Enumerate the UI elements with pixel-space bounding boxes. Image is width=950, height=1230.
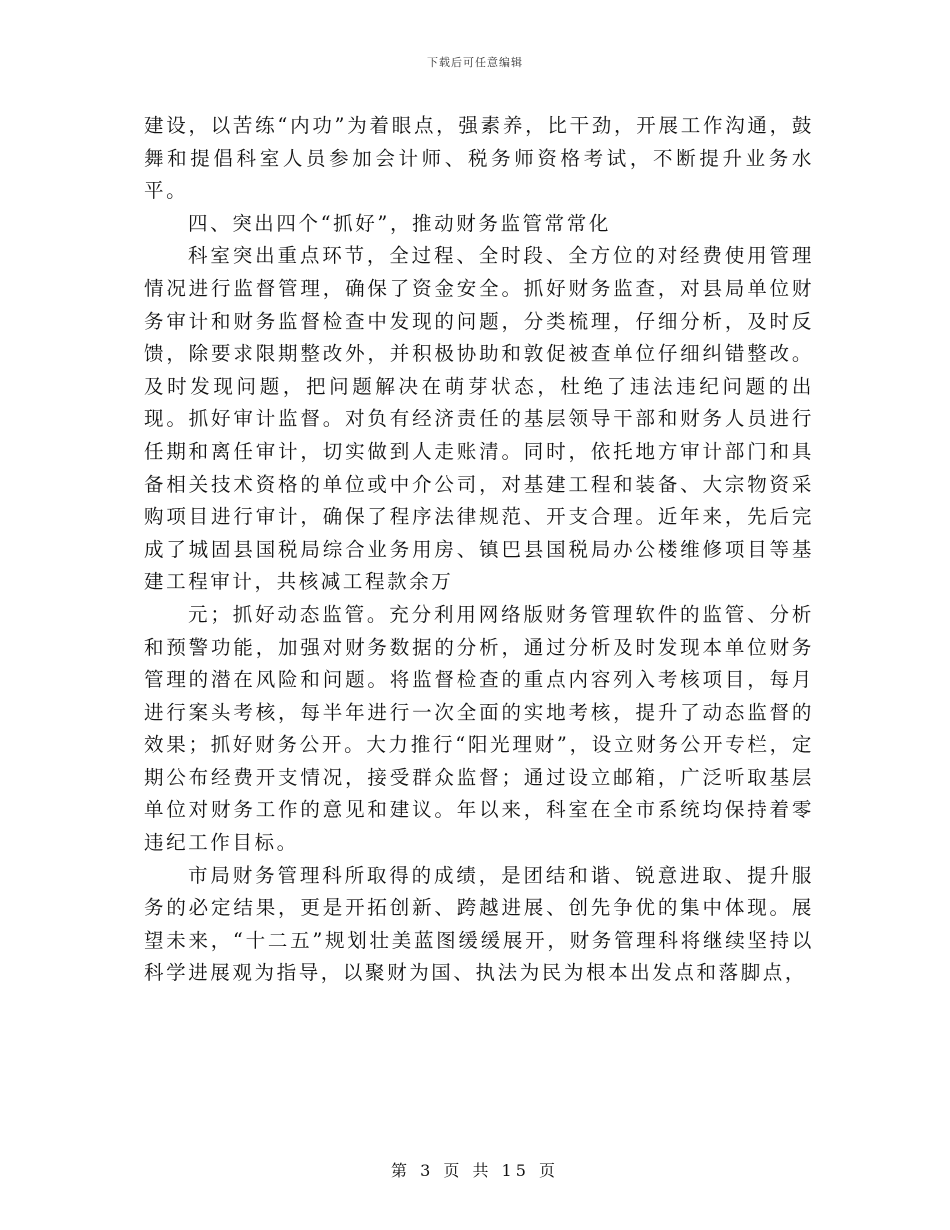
header-note: 下载后可任意编辑 <box>427 56 523 69</box>
paragraph-achievements: 市局财务管理科所取得的成绩，是团结和谐、锐意进取、提升服务的必定结果，更是开拓创新、跨越进展、创先争优的集中体现。展望未来，“十二五”规划壮美蓝图缓缓展开，财务管理科将继续坚持以科学进展观为指导，以聚财为国、执法为民为根本出发点和落脚点， <box>144 863 814 985</box>
body-text <box>144 110 814 990</box>
paragraph-dynamic-monitoring: 元；抓好动态监管。充分利用网络版财务管理软件的监管、分析和预警功能，加强对财务数据的分析，通过分析及时发现本单位财务管理的潜在风险和问题。将监督检查的重点内容列入考核项目，每月进行案头考核，每半年进行一次全面的实地考核，提升了动态监督的效果；抓好财务公开。大力推行“阳光理财”，设立财务公开专栏，定期公布经费开支情况，接受群众监督；通过设立邮箱，广泛听取基层单位对财务工作的意见和建议。年以来，科室在全市系统均保持着零违纪工作目标。 <box>144 602 814 855</box>
section-heading: 四、突出四个“抓好”，推动财务监管常常化 <box>188 211 611 235</box>
page-number: 第 3 页 共 15 页 <box>391 1161 559 1180</box>
paragraph-continuation: 建设，以苦练“内功”为着眼点，强素养，比干劲，开展工作沟通，鼓舞和提倡科室人员参加会计师、税务师资格考试，不断提升业务水平。 <box>144 114 814 203</box>
paragraph-supervision: 科室突出重点环节，全过程、全时段、全方位的对经费使用管理情况进行监督管理，确保了资金安全。抓好财务监查，对县局单位财务审计和财务监督检查中发现的问题，分类梳理，仔细分析，及时反馈，除要求限期整改外，并积极协助和敦促被查单位仔细纠错整改。及时发现问题，把问题解决在萌芽状态，杜绝了违法违纪问题的出现。抓好审计监督。对负有经济责任的基层领导干部和财务人员进行任期和离任审计，切实做到人走账清。同时，依托地方审计部门和具备相关技术资格的单位或中介公司，对基建工程和装备、大宗物资采购项目进行审计，确保了程序法律规范、开支合理。近年来，先后完成了城固县国税局综合业务用房、镇巴县国税局办公楼维修项目等基建工程审计，共核减工程款余万 <box>144 244 814 594</box>
